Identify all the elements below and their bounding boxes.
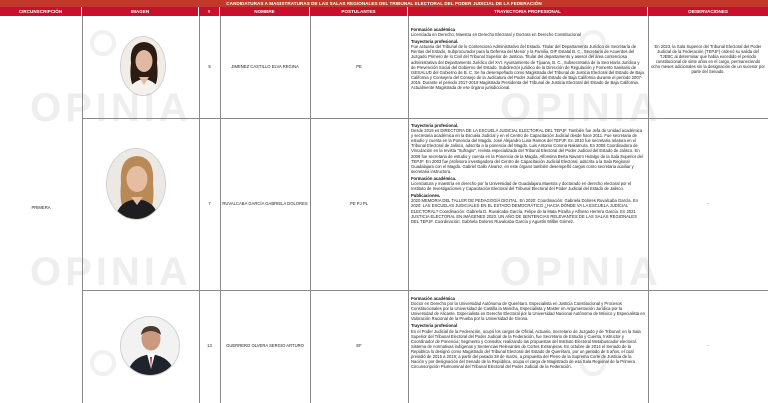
trajectory-paragraph: Desde 2019 es DIRECTORA DE LA ESCUELA JUDICIAL ELECTORAL DEL TEPJF. También fue Jefa de Unidad académica y secretaria académica en la Escuela Judicial y en el Centro de Capacitación Judicial desde hace 2011. Fue secretaria de estudio y cuenta en la Ponencia del Magdo. José Alejandro Luna Ramos del TEPJF. En 2010 fue secretaria relatora en el Tribunal Electoral de Jalisco, adscrita a la ponencia del Magdo. Luis Antonio Corona Nakamura. En 2008 Coordinadora de Vinculación en la revista "Sufragio", revista especializada del Tribunal Electoral del Poder Judicial del Estado de Jalisco. En 2006 fue secretaria de estudio y cuenta en la Ponencia de la Magda. Alfonsina Berta Navarro Hidalgo de la Sala Superior del TEPJF. En 2003 fue profesora investigadora del Centro de Capacitación Judicial Electoral, adscrita a la Sala Regional Guadalajara con el Magdo. Gabriel Gallo Álvarez, en este órgano también desempeñó cargos como secretaria auxiliar y secretaria instructora.: [411, 128, 643, 174]
speech-bubble-icon: [90, 30, 116, 56]
trajectory-heading: Formación académica: [411, 27, 455, 32]
trajectory-paragraph: 2020 MEMORIA DEL TALLER DE PEDAGOGÍA DIGITAL. En 2020: Coordinación: Gabriela Dolores Ruvalcaba García. En 2020: LAS ESCUELAS JUDICIALES EN EL ESTADO DEMOCRÁTICO ¿HACIA DÓNDE VA LA ESCUELA JUDICIAL ELECTORAL? Coordinación: Gabriela D. Ruvalcaba García, Felipe de la Mata Pizaña y Alfonso Herrera García. En 2021 JUSTICIA ELECTORAL EN IMÁGENES 2020. UN AÑO DE SENTENCIAS RELEVANTES DE LAS SALAS REGIONALES DEL TEPJF. Coordinación: Gabriela Dolores Ruvalcaba García y Agustín Millán Gómez.: [411, 198, 639, 224]
header-trayectoria: TRAYECTORIA PROFESIONAL: [408, 7, 648, 16]
speech-bubble-icon: [90, 350, 116, 376]
candidate-name: JIMENEZ CASTILLO ELVA REGINA: [231, 64, 299, 69]
trajectory-heading: Formación académica.: [411, 175, 457, 181]
trajectory-paragraph: En el Poder Judicial de la Federación, ocupó los cargos de Oficial, Actuario, Secretario de Juzgado y de Tribunal; en la Sala Superior del Tribunal Electoral del Poder Judicial de la Federación, fue Secretario de Estudio y Cuenta, Instructor y Coordinador de Ponencia; Segmento y Consulta; realizando las propuestas del Instituto Electoral Metabuscador electoral. Sistema de normativas indígenas y Sentencias Relevantes de Cortes Extranjeras. En octubre de 2014 el Senado de la República lo designó como Magistrado del Tribunal Electoral del Estado de Querétaro, por un periodo de 5 años, el cual presidió de 2015 a 2019; a partir del pasado 28 de marzo, a propuesta del Pleno de la Suprema Corte de Justicia de la Nación y por designación del Senado de la República, ocupa el cargo de Magistrado de esa Sala Regional de la Primera Circunscripción Plurinominal del Tribunal Electoral del Poder Judicial de la Federación.: [411, 328, 641, 370]
row-divider: [82, 290, 768, 291]
candidate-number: 7: [208, 201, 211, 206]
candidate-postulantes: PE PJ PL: [350, 201, 368, 206]
trajectory-text: [411, 294, 645, 402]
observaciones-text: En 2023, la Sala Superior del Tribunal Electoral del Poder Judicial de la Federación (TEPJF) ordenó su salida del TJEBC al determinar que había excedido el periodo constitucional de siete años en el cargo, permaneciendo ocho meses adicionales sin la designación de un sucesor por parte del Senado.: [651, 44, 765, 75]
trajectory-paragraph: Licenciada en Derecho, Maestra en Derecho Electoral y Doctora en Derecho Constitucional: [411, 32, 581, 38]
candidate-name: GUERRERO OLVERA SERGIO ARTURO: [226, 343, 304, 348]
observaciones-text: -: [707, 343, 709, 348]
header-number: #: [199, 7, 220, 16]
candidate-number: 13: [207, 343, 212, 348]
trajectory-heading: Trayectoria profesional.: [411, 123, 459, 128]
trajectory-heading: Trayectoria profesional.: [411, 39, 459, 45]
header-circunscripcion: CIRCUNSCRIPCIÓN: [0, 7, 82, 16]
header-observaciones: OBSERVACIONES: [688, 9, 728, 14]
portrait-woman-long-hair-icon: [120, 36, 166, 96]
watermark-text: OPINIA: [30, 86, 192, 130]
candidate-number: 5: [208, 64, 211, 69]
trajectory-heading: Trayectoria profesional: [411, 323, 458, 329]
watermark-text: OPINIA: [500, 86, 662, 130]
trajectory-heading: Formación académica: [411, 296, 455, 301]
table-header-row: [0, 7, 768, 16]
portrait-woman-blonde-icon: [106, 148, 166, 220]
table-title: CANDIDATURAS A MAGISTRATURAS DE LAS SALAS REGIONALES DEL TRIBUNAL ELECTORAL DEL PODER JUDICIAL DE LA FEDERACIÓN: [0, 0, 768, 7]
candidate-name: RUVALCABA GARCÍA GABRIELA DOLORES: [222, 201, 308, 206]
trajectory-heading: Publicaciones.: [411, 193, 441, 199]
portrait-man-suit-icon: [120, 316, 180, 376]
trajectory-paragraph: Licenciatura y maestría en derecho por la Universidad de Guadalajara.Maestra y doctorado en derecho electoral por el Instituto de Investigaciones y Capacitación Electoral del Tribunal Electoral del Poder Judicial del Estado de Jalisco.: [411, 181, 632, 192]
trajectory-text: [411, 121, 645, 289]
watermark-text: OPINIA: [30, 250, 192, 294]
trajectory-paragraph: Doctor en Derecho por la Universidad Autónoma de Querétaro. Especialista en Justicia Constitucional y Procesos Constitucionales por la Universidad de Castilla la Mancha, Especialista y Master en Argumentación Jurídica por la Universidad de Alicante. Especialista en Derecho Electoral por la Universidad Nacional Autónoma de México y Especialista en Valoración Racional de la Prueba por la Universidad de Girona.: [411, 301, 645, 322]
trajectory-paragraph: Fue actuaria del Tribunal de lo Contencioso Administrativo del Estado. Titular del Departamento Jurídico de Secretaría de Rentas del Estado, Subprocurador para la Defensa del Menor y la Familia, DIF Estatal B. C., Secretario de Acuerdos del Juzgado Primero de lo Civil del Tribunal Superior de Justicia. Titular del departamento y asesor del área contenciosa administrativa del Departamento Jurídico del XVI. Ayuntamiento de Tijuana, B. C., Subsecretaria de la Secretaría Jurídica y de Prevención Social del Gobierno del Estado. Subdirector jurídico de la Dirección de Regulación y Fomento Sanitario de ISESALUD del Gobierno de B. C. Se ha desempeñado como Magistrada del Tribunal de Justicia Electoral del Estado de Baja California y Consejera del Consejo de la Judicatura del Poder Judicial del Estado de Baja California durante el periodo 2007-2015. Durante el periodo 2017-2019 Magistrada Presidenta del Tribunal de Justicia Electoral del Estado de Baja California. Actualmente Magistrada de ese órgano jurisdiccional.: [411, 44, 644, 91]
row-divider: [82, 118, 768, 119]
trajectory-text: [411, 25, 645, 117]
header-imagen: IMAGEN: [82, 7, 199, 16]
grid-line: [82, 16, 83, 403]
watermark-text: OPINIA: [500, 250, 662, 294]
header-nombre: NOMBRE: [220, 7, 310, 16]
candidate-postulantes: PE: [356, 64, 362, 69]
circunscripcion-value: PRIMERA: [31, 205, 51, 210]
header-postulantes: POSTULANTES: [310, 7, 408, 16]
candidate-postulantes: EF: [356, 343, 362, 348]
observaciones-text: -: [707, 201, 709, 206]
grid-line: [408, 16, 409, 403]
